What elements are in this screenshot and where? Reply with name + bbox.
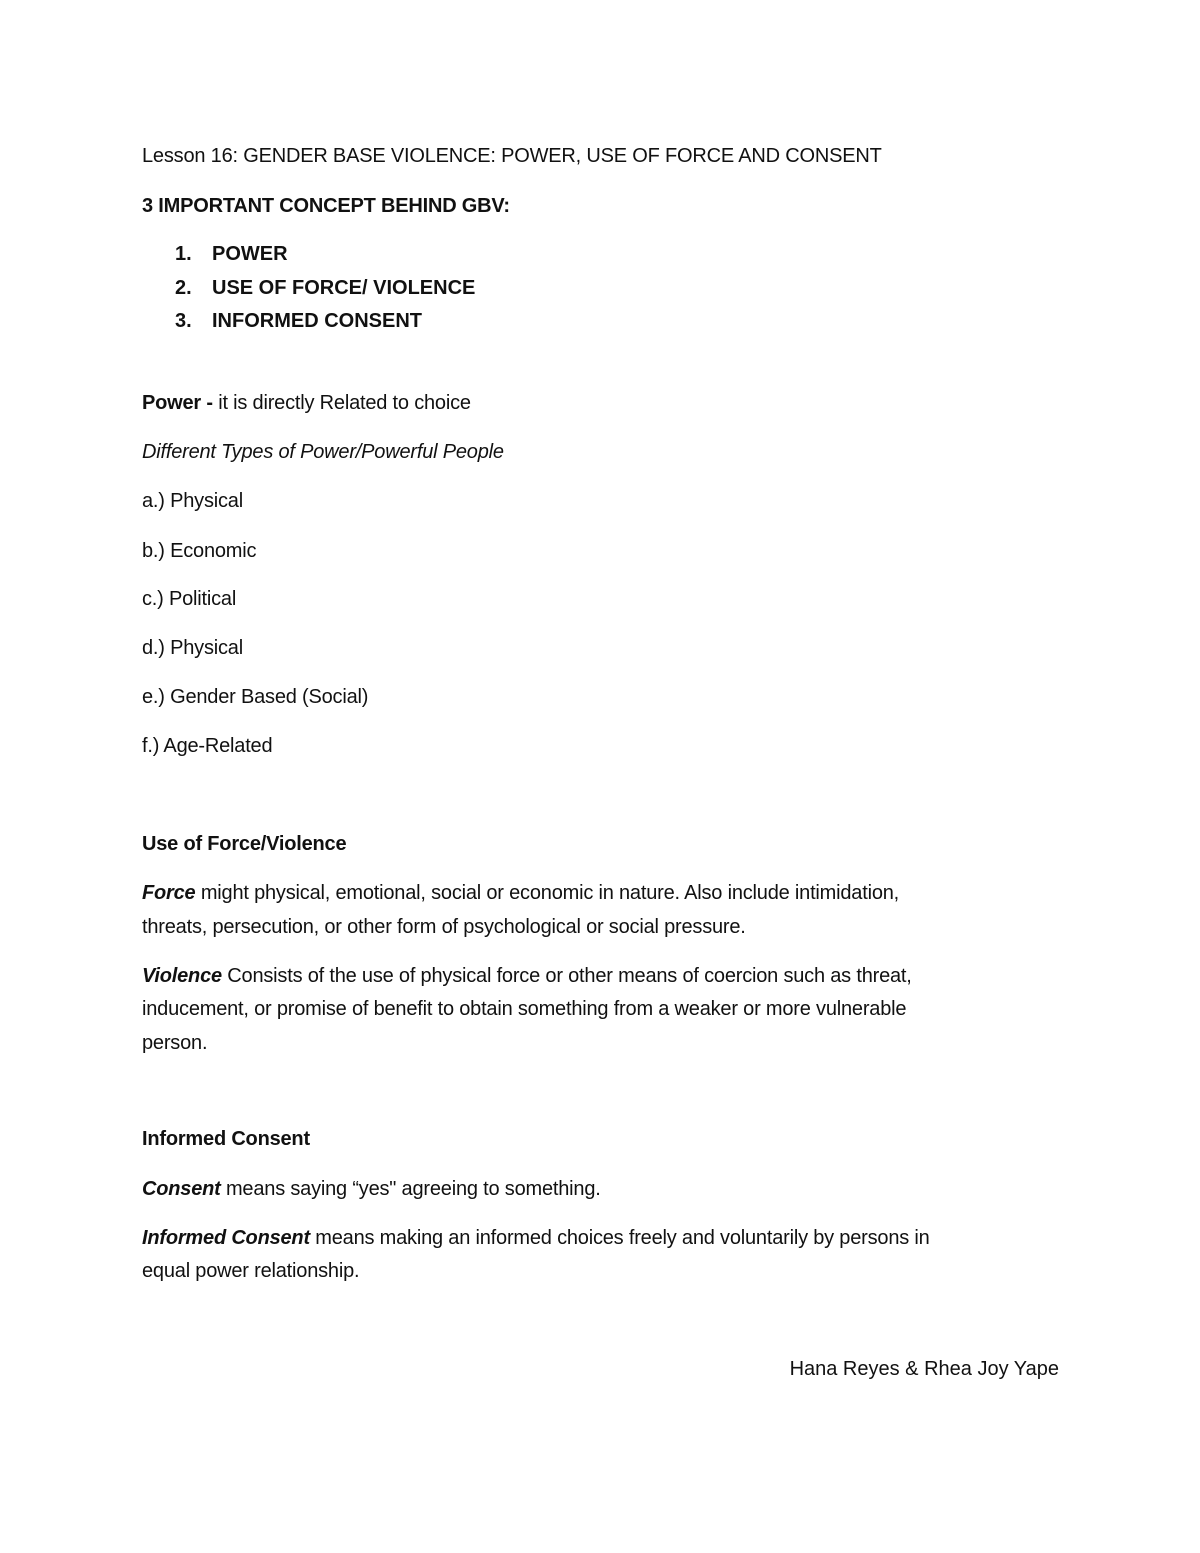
power-type-item: f.) Age-Related bbox=[142, 735, 273, 757]
power-definition bbox=[142, 391, 471, 415]
concepts-heading: 3 IMPORTANT CONCEPT BEHIND GBV: bbox=[142, 195, 510, 217]
power-definition-text: it is directly Related to choice bbox=[212, 392, 471, 414]
lesson-title: Lesson 16: GENDER BASE VIOLENCE: POWER, USE OF FORCE AND CONSENT bbox=[142, 145, 882, 167]
informed-consent-term: Informed Consent bbox=[142, 1227, 310, 1249]
force-term: Force bbox=[142, 882, 196, 904]
power-term: Power - bbox=[142, 392, 213, 414]
violence-paragraph-line: person. bbox=[142, 1032, 208, 1054]
informed-consent-text: means making an informed choices freely and voluntarily by persons in bbox=[309, 1227, 930, 1249]
power-type-item: e.) Gender Based (Social) bbox=[142, 686, 369, 708]
force-text: might physical, emotional, social or economic in nature. Also include intimidation, bbox=[195, 882, 900, 904]
consent-section-heading: Informed Consent bbox=[142, 1128, 310, 1150]
violence-paragraph-line: inducement, or promise of benefit to obtain something from a weaker or more vulnerable bbox=[142, 998, 907, 1020]
force-paragraph-line bbox=[142, 881, 899, 905]
consent-text: means saying “yes" agreeing to something. bbox=[220, 1178, 601, 1200]
power-type-item: a.) Physical bbox=[142, 490, 243, 512]
informed-consent-paragraph-line bbox=[142, 1226, 930, 1250]
force-paragraph-line: threats, persecution, or other form of psychological or social pressure. bbox=[142, 916, 746, 938]
violence-paragraph-line bbox=[142, 964, 912, 988]
authors: Hana Reyes & Rhea Joy Yape bbox=[789, 1358, 1059, 1380]
violence-text: Consists of the use of physical force or other means of coercion such as threat, bbox=[221, 965, 912, 987]
consent-term: Consent bbox=[142, 1178, 221, 1200]
concept-label: USE OF FORCE/ VIOLENCE bbox=[212, 277, 476, 299]
consent-paragraph-line bbox=[142, 1177, 601, 1201]
concept-number: 2. bbox=[175, 277, 192, 299]
power-types-heading: Different Types of Power/Powerful People bbox=[142, 441, 504, 463]
informed-consent-paragraph-line: equal power relationship. bbox=[142, 1260, 360, 1282]
power-type-item: b.) Economic bbox=[142, 540, 257, 562]
violence-term: Violence bbox=[142, 965, 222, 987]
concept-number: 3. bbox=[175, 310, 192, 332]
power-type-item: d.) Physical bbox=[142, 637, 243, 659]
concept-number: 1. bbox=[175, 243, 192, 265]
concept-label: INFORMED CONSENT bbox=[212, 310, 422, 332]
force-section-heading: Use of Force/Violence bbox=[142, 833, 347, 855]
power-type-item: c.) Political bbox=[142, 588, 237, 610]
concept-label: POWER bbox=[212, 243, 288, 265]
